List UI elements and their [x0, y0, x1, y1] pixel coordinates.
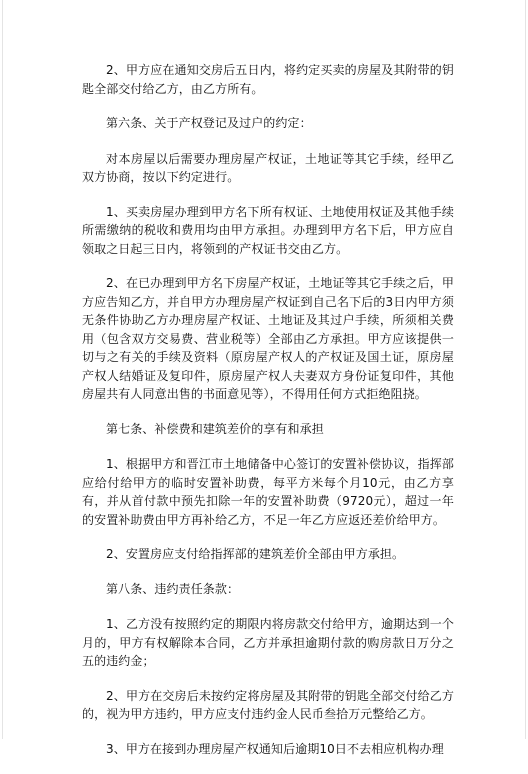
- heading-article-6: 第六条、关于产权登记及过户的约定：: [106, 116, 312, 130]
- paragraph-article-6-clause-1: 1、买卖房屋办理到甲方名下所有权证、土地使用权证及其他手续所需缴纳的税收和费用均由甲方承担。办理到甲方名下后，甲方应自领取之日起三日内，将领到的产权证书交由乙方。: [82, 204, 454, 256]
- paragraph-article-8-clause-2: 2、甲方在交房后未按约定将房屋及其附带的钥匙全部交付给乙方的，视为甲方违约，甲方应支付违约金人民币叁拾万元整给乙方。: [82, 688, 454, 721]
- page-left-border: [2, 0, 3, 739]
- paragraph-article-8-clause-3: 3、甲方在接到办理房屋产权通知后逾期10日不去相应机构办理: [106, 741, 444, 756]
- paragraph-article-6-intro: 对本房屋以后需要办理房屋产权证，土地证等其它手续，经甲乙双方协商，按以下约定进行。: [82, 151, 454, 184]
- document-body: [82, 61, 454, 774]
- paragraph-article-8-clause-1: 1、乙方没有按照约定的期限内将房款交付给甲方，逾期达到一个月的，甲方有权解除本合同，乙方并承担逾期付款的购房款日万分之五的违约金；: [82, 617, 454, 668]
- paragraph-key-delivery: 2、甲方应在通知交房后五日内，将约定买卖的房屋及其附带的钥匙全部交付给乙方，由乙方所有。: [82, 63, 454, 96]
- page-right-border: [525, 0, 526, 739]
- paragraph-article-6-clause-2: 2、在已办理到甲方名下房屋产权证，土地证等其它手续之后，甲方应告知乙方，并自甲方办理房屋产权证到自己名下后的3日内甲方须无条件协助乙方办理房屋产权证、土地证及其过户手续，所须相关费用（包含双方交易费、营业税等）全部由乙方承担。甲方应该提供一切与之有关的手续及资料（原房屋产权人的产权证及国土证，原房屋产权人结婚证及复印件，原房屋产权人夫妻双方身份证复印件，其他房屋共有人同意出售的书面意见等），不得用任何方式拒绝阻挠。: [82, 276, 454, 401]
- paragraph-article-7-clause-2: 2、安置房应支付给指挥部的建筑差价全部由甲方承担。: [106, 547, 405, 561]
- paragraph-article-7-clause-1: 1、根据甲方和晋江市土地储备中心签订的安置补偿协议，指挥部应给付给甲方的临时安置补助费，每平方米每个月10元，由乙方享有，并从首付款中预先扣除一年的安置补助费（9720元），超过一年的安置补助费由甲方再补给乙方，不足一年乙方应返还差价给甲方。: [82, 457, 454, 527]
- heading-article-7: 第七条、补偿费和建筑差价的享有和承担: [106, 421, 324, 436]
- heading-article-8: 第八条、违约责任条款：: [106, 581, 240, 596]
